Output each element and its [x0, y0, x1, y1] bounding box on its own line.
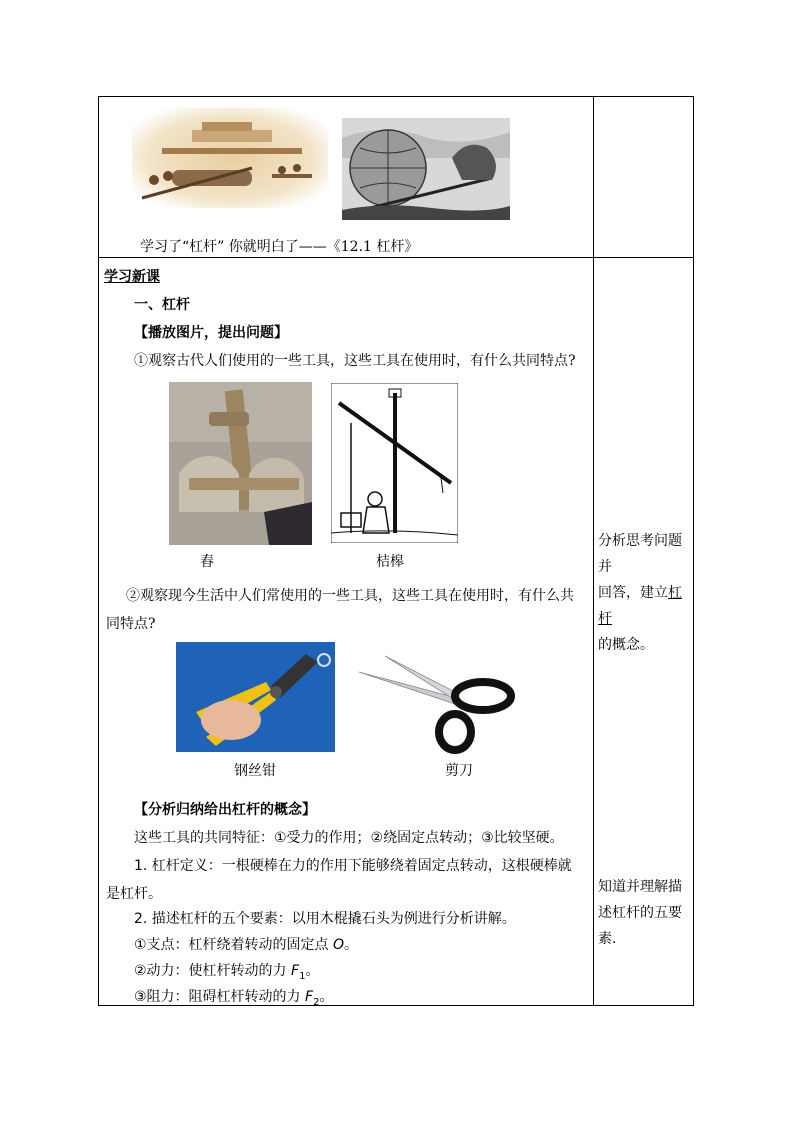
label-scissors: 剪刀	[445, 763, 473, 779]
bracket-heading-2: 【分析归纳给出杠杆的概念】	[134, 802, 316, 818]
resist-line	[134, 988, 333, 1012]
resist-symbol: F	[305, 989, 314, 1005]
fulcrum-text: ①支点：杠杆绕着转动的固定点	[134, 937, 334, 953]
side-note-2	[598, 874, 692, 952]
resist-text: ③阻力：阻碍杠杆转动的力	[134, 989, 306, 1005]
question-2-line1: ②观察现今生活中人们常使用的一些工具，这些工具在使用时，有什么共	[126, 588, 574, 604]
power-symbol: F	[291, 963, 300, 979]
fulcrum-period: 。	[344, 937, 359, 953]
side-note-1-line2b: 杠杆	[598, 585, 682, 627]
side-note-1-line1: 分析思考问题并	[598, 533, 682, 575]
definition-line1: 1. 杠杆定义：一根硬棒在力的作用下能够绕着固定点转动，这根硬棒就	[134, 858, 572, 874]
ancient-lever-image	[132, 108, 328, 208]
label-jiegao: 桔槔	[376, 554, 404, 570]
fulcrum-line	[134, 936, 358, 954]
sub-heading: 一、杠杆	[134, 297, 190, 313]
five-elements: 2. 描述杠杆的五个要素：以用木棍撬石头为例进行分析讲解。	[134, 911, 516, 927]
jiegao-image	[331, 383, 458, 543]
intro-caption: 学习了“杠杆” 你就明白了——《12.1 杠杆》	[140, 239, 419, 255]
label-chong: 舂	[200, 554, 214, 570]
common-features: 这些工具的共同特征：①受力的作用；②绕固定点转动；③比较坚硬。	[134, 830, 564, 846]
power-period: 。	[305, 963, 320, 979]
fulcrum-symbol: O	[333, 937, 345, 953]
side-note-2-line1: 知道并理解描	[598, 879, 682, 895]
power-text: ②动力：使杠杆转动的力	[134, 963, 292, 979]
archimedes-lever-image	[342, 118, 510, 220]
side-note-1-line2	[598, 580, 692, 632]
side-note-1-line2a: 回答，建立	[598, 585, 668, 601]
question-2-line2: 同特点?	[106, 616, 156, 632]
section-heading: 学习新课	[104, 269, 160, 285]
side-note-1	[598, 528, 692, 658]
side-note-2-line2: 述杠杆的五要	[598, 905, 682, 921]
row-divider	[98, 257, 694, 258]
chong-image	[169, 382, 312, 545]
power-line	[134, 962, 319, 986]
side-note-2-line3: 素.	[598, 931, 617, 947]
label-pliers: 钢丝钳	[234, 763, 276, 779]
question-1: ①观察古代人们使用的一些工具，这些工具在使用时，有什么共同特点?	[134, 353, 576, 369]
column-divider	[593, 96, 594, 1006]
resist-period: 。	[319, 989, 334, 1005]
power-subscript: 1	[299, 970, 306, 982]
resist-subscript: 2	[313, 996, 320, 1008]
definition-line2: 是杠杆。	[106, 886, 162, 902]
pliers-image	[176, 642, 335, 752]
bracket-heading-1: 【播放图片，提出问题】	[134, 325, 288, 341]
scissors-image	[355, 652, 515, 756]
side-note-1-line3: 的概念。	[598, 637, 654, 653]
